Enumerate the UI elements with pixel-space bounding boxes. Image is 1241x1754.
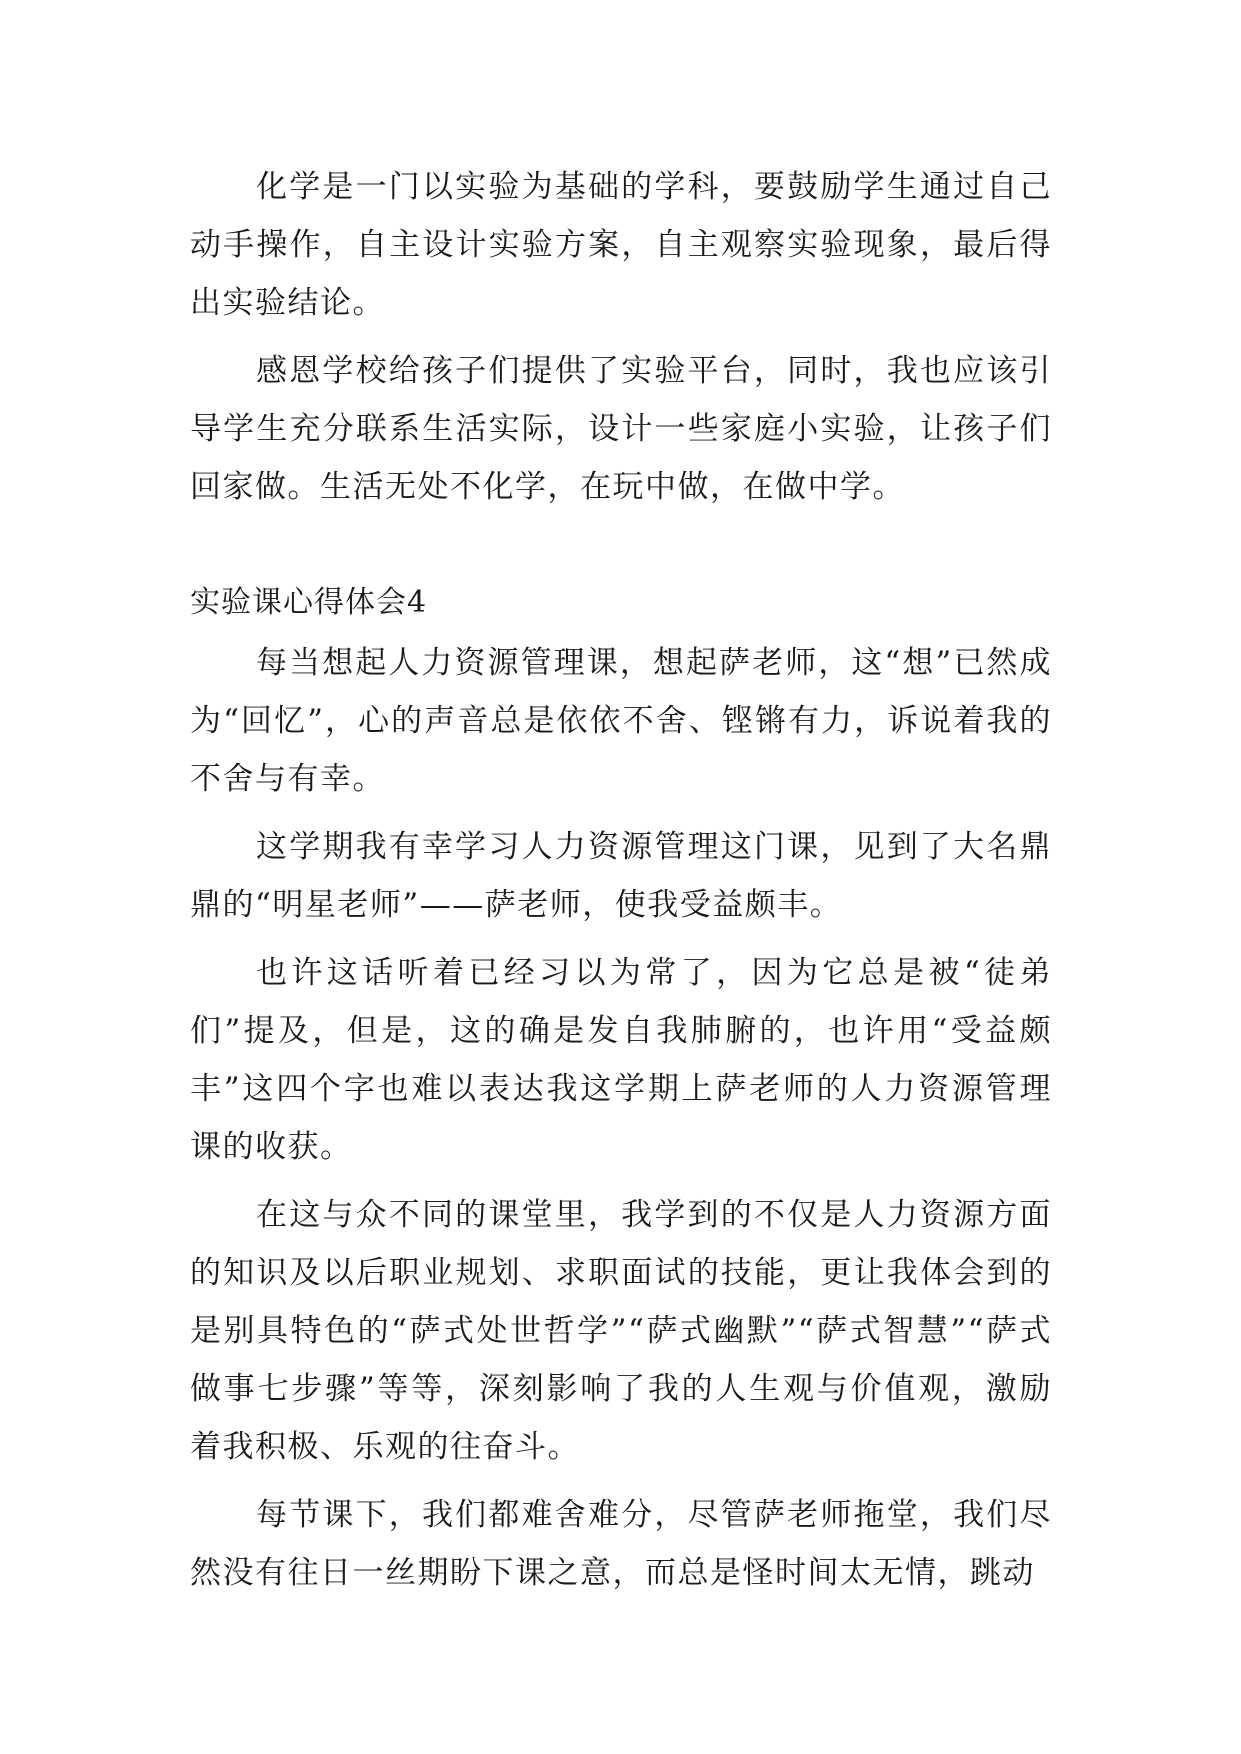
document-page <box>190 158 1052 1612</box>
paragraph: 化学是一门以实验为基础的学科，要鼓励学生通过自己动手操作，自主设计实验方案，自主观察实验现象，最后得出实验结论。 <box>190 169 1052 321</box>
paragraph: 这学期我有幸学习人力资源管理这门课，见到了大名鼎鼎的“明星老师”——萨老师，使我受益颇丰。 <box>190 829 1052 923</box>
paragraph: 每当想起人力资源管理课，想起萨老师，这“想”已然成为“回忆”，心的声音总是依依不舍、铿锵有力，诉说着我的不舍与有幸。 <box>190 645 1052 797</box>
section-title: 实验课心得体会4 <box>190 585 428 620</box>
paragraph: 在这与众不同的课堂里，我学到的不仅是人力资源方面的知识及以后职业规划、求职面试的技能，更让我体会到的是别具特色的“萨式处世哲学”“萨式幽默”“萨式智慧”“萨式做事七步骤”等等，深刻影响了我的人生观与价值观，激励着我积极、乐观的往奋斗。 <box>190 1197 1052 1465</box>
paragraph: 也许这话听着已经习以为常了，因为它总是被“徒弟们”提及，但是，这的确是发自我肺腑的，也许用“受益颇丰”这四个字也难以表达我这学期上萨老师的人力资源管理课的收获。 <box>190 955 1052 1165</box>
paragraph: 每节课下，我们都难舍难分，尽管萨老师拖堂，我们尽然没有往日一丝期盼下课之意，而总是怪时间太无情，跳动 <box>190 1497 1052 1591</box>
paragraph: 感恩学校给孩子们提供了实验平台，同时，我也应该引导学生充分联系生活实际，设计一些家庭小实验，让孩子们回家做。生活无处不化学，在玩中做，在做中学。 <box>190 353 1052 505</box>
